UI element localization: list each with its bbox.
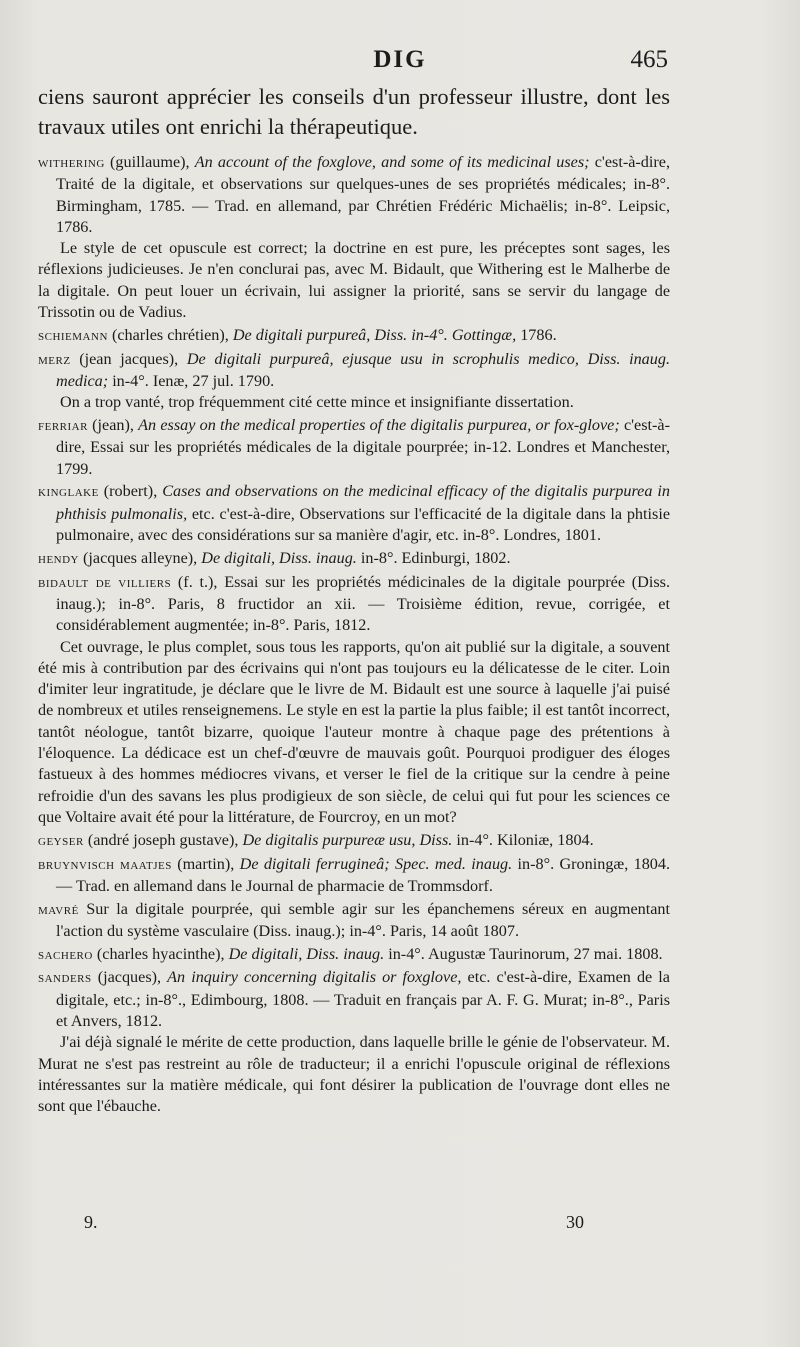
entry-author: kinglake xyxy=(38,484,99,501)
entry-author: sachero xyxy=(38,946,93,963)
entry-citation xyxy=(38,349,670,393)
bibliography-entry xyxy=(38,325,670,347)
sheet-number: 30 xyxy=(566,1212,584,1232)
bibliography-entry xyxy=(38,415,670,480)
bibliography-entry xyxy=(38,899,670,943)
entry-publication: Sur la digitale pourprée, qui semble agir sur les épanchemens séreux en augmentant l'action du système vasculaire (Diss. inaug.); in-4°. Paris, 14 août 1807. xyxy=(56,899,670,940)
entry-author: merz xyxy=(38,351,71,368)
entry-title: De digitali ferrugineâ; Spec. med. inaug. xyxy=(239,854,513,873)
entry-title: An inquiry concerning digitalis or foxglove, xyxy=(167,968,462,987)
entry-citation xyxy=(38,572,670,637)
entry-author-detail: (martin), xyxy=(177,854,235,873)
running-head-word: DIG xyxy=(373,46,427,73)
entry-title: An account of the foxglove, and some of its medicinal uses; xyxy=(194,153,590,171)
entry-title: An essay on the medical properties of the digitalis purpurea, or fox-glove; xyxy=(138,416,620,435)
entry-title: De digitalis purpureæ usu, Diss. xyxy=(242,830,453,849)
entry-publication: in-4°. Ienæ, 27 jul. 1790. xyxy=(112,371,275,390)
entry-author: bruynvisch maatjes xyxy=(38,856,172,873)
bibliography-entry xyxy=(38,854,670,898)
entry-citation xyxy=(38,967,670,1032)
entry-citation xyxy=(38,152,670,238)
entry-author: sanders xyxy=(38,970,92,987)
entry-author: hendy xyxy=(38,550,79,567)
entry-publication: in-4°. Augustæ Taurinorum, 27 mai. 1808. xyxy=(388,944,663,963)
entry-publication: in-8°. Edinburgi, 1802. xyxy=(360,548,511,567)
entry-citation xyxy=(38,325,670,347)
entry-author: mavré xyxy=(38,901,79,918)
entry-citation xyxy=(38,944,670,966)
entry-author-detail: (andré joseph gustave), xyxy=(87,830,239,849)
entry-publication: c'est-à-dire, Traité de la digitale, et observations sur quelques-unes de ses propriétés médicales; in-8°. Birmingham, 1785. — Trad. en allemand, par Chrétien Frédéric Michaëlis; in-8°. Leipsic, 1786. xyxy=(56,153,671,236)
entry-author-detail: (robert), xyxy=(103,482,158,501)
running-head xyxy=(0,46,800,80)
entry-author-detail: (charles hyacinthe), xyxy=(96,944,225,963)
entry-author-detail: (jacques), xyxy=(97,968,162,987)
entry-commentary: Cet ouvrage, le plus complet, sous tous les rapports, qu'on ait publié sur la digitale, a souvent été mis à contribution par des écrivains qui n'ont pas toujours eu la délicatesse de le citer. Loin d'imiter leur ingratitude, je déclare que le livre de M. Bidault est une source à laquelle j'ai puisé de nombreux et utiles renseignemens. Le style en est la partie la plus faible; il est tantôt incorrect, tantôt néologue, tantôt bizarre, quoique l'auteur montre à chaque page des prétentions à l'éloquence. La dédicace est un chef-d'œuvre de mauvais goût. Pourquoi prodiguer des éloges fastueux à des hommes médiocres vivans, et verser le fiel de la critique sur la cendre à peine refroidie d'un des savans les plus prodigieux de son siècle, de celui qui fut pour les sciences ce que Voltaire avait été pour la littérature, de Fourcroy, en un mot? xyxy=(38,637,670,826)
entry-author-detail: (jean jacques), xyxy=(79,349,179,368)
entry-citation xyxy=(38,854,670,898)
entry-publication: in-4°. Kiloniæ, 1804. xyxy=(456,830,594,849)
entry-author: withering xyxy=(38,155,105,171)
bibliography-entry xyxy=(38,349,670,414)
entry-commentary: J'ai déjà signalé le mérite de cette production, dans laquelle brille le génie de l'observateur. M. Murat ne s'est pas restreint au rôle de traducteur; il a enrichi l'opuscule original de réflexions intéressantes sur la matière médicale, qui font désirer la publication de l'ouvrage dont elles ne sont que l'ébauche. xyxy=(38,1033,670,1116)
entry-publication: etc. c'est-à-dire, Examen de la digitale, etc.; in-8°., Edimbourg, 1808. — Traduit en français par A. F. G. Murat; in-8°., Paris et Anvers, 1812. xyxy=(56,968,670,1031)
continued-paragraph: ciens sauront apprécier les conseils d'un professeur illustre, dont les travaux utiles ont enrichi la thérapeutique. xyxy=(38,84,670,139)
entry-title: De digitali purpureâ, ejusque usu in scrophulis medico, Diss. inaug. medica; xyxy=(56,349,671,390)
bibliography-entry xyxy=(38,548,670,570)
bibliography-list xyxy=(38,152,670,1119)
entry-author-detail: (f. t.), xyxy=(177,572,218,591)
page-footer xyxy=(0,1212,800,1242)
entry-citation xyxy=(38,899,670,943)
entry-author-detail: (jean), xyxy=(92,416,134,435)
entry-publication: c'est-à-dire, Essai sur les propriétés médicales de la digitale pourprée; in-12. Londres et Manchester, 1799. xyxy=(56,416,670,478)
entry-publication: in-8°. Groningæ, 1804. — Trad. en allemand dans le Journal de pharmacie de Trommsdorf. xyxy=(56,854,671,895)
entry-author-detail: (jacques alleyne), xyxy=(83,548,198,567)
entry-author: schiemann xyxy=(38,327,108,344)
entry-title: Cases and observations on the medicinal efficacy of the digitalis purpurea in phthisis pulmonalis, xyxy=(56,482,670,523)
entry-title: De digitali, Diss. inaug. xyxy=(201,548,357,567)
entry-author-detail: (charles chrétien), xyxy=(111,325,229,344)
bibliography-entry xyxy=(38,967,670,1117)
entry-commentary: Le style de cet opuscule est correct; la doctrine en est pure, les préceptes sont sages, les réflexions judicieuses. Je n'en conclurai pas, avec M. Bidault, que Withering est le Malherbe de la digitale. On peut louer un écrivain, lui assigner la priorité, sans se servir du langage de Trissotin ou de Vadius. xyxy=(38,239,670,322)
bibliography-entry xyxy=(38,944,670,966)
entry-author: bidault de villiers xyxy=(38,574,172,591)
bibliography-entry xyxy=(38,572,670,829)
entry-publication: etc. c'est-à-dire, Observations sur l'efficacité de la digitale dans la phtisie pulmonaire, avec des considérations sur sa manière d'agir, etc. in-8°. Londres, 1801. xyxy=(56,504,671,545)
signature-mark: 9. xyxy=(84,1212,98,1232)
entry-publication: Essai sur les propriétés médicinales de la digitale pourprée (Diss. inaug.); in-8°. Paris, 8 fructidor an xii. — Troisième édition, revue, corrigée, et considérablement augmentée; in-8°. Paris, 1812. xyxy=(56,572,671,635)
bibliography-entry xyxy=(38,481,670,546)
entry-commentary: On a trop vanté, trop fréquemment cité cette mince et insignifiante dissertation. xyxy=(60,393,574,412)
entry-citation xyxy=(38,481,670,546)
entry-citation xyxy=(38,415,670,480)
entry-title: De digitali purpureâ, Diss. in-4°. Gottingæ, xyxy=(232,325,517,344)
entry-author: geyser xyxy=(38,832,84,849)
page-number: 465 xyxy=(630,46,668,73)
entry-title: De digitali, Diss. inaug. xyxy=(228,944,385,963)
entry-author-detail: (guillaume), xyxy=(110,153,190,171)
entry-citation xyxy=(38,830,670,852)
entry-publication: 1786. xyxy=(520,325,557,344)
entry-citation xyxy=(38,548,670,570)
entry-author: ferriar xyxy=(38,418,88,435)
bibliography-entry xyxy=(38,830,670,852)
bibliography-entry xyxy=(38,152,670,323)
